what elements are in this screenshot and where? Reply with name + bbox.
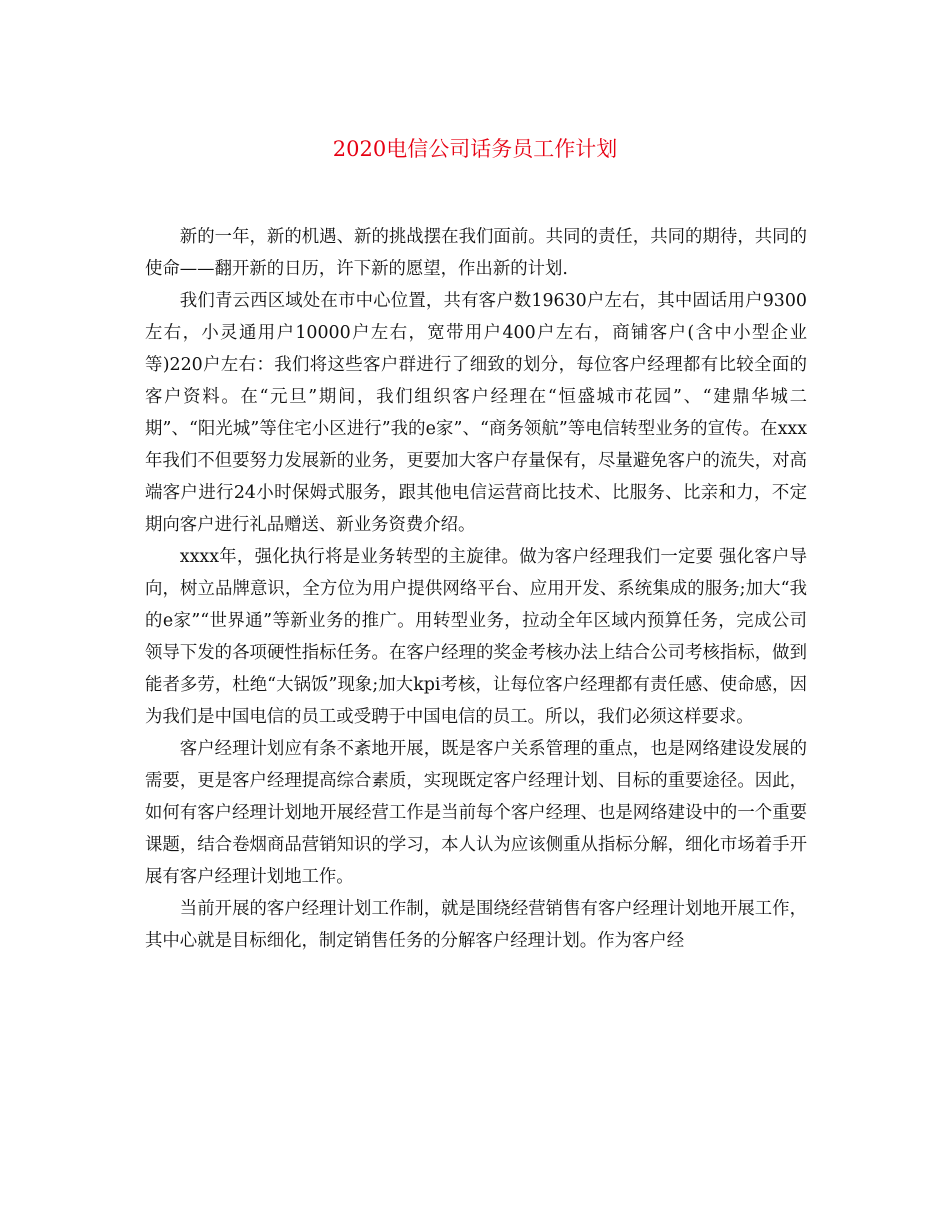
paragraph: 我们青云西区域处在市中心位置，共有客户数19630户左右，其中固话用户9300左右，小灵通用户10000户左右，宽带用户400户左右，商铺客户(含中小型企业等)220户左右：我们将这些客户群进行了细致的划分，每位客户经理都有比较全面的客户资料。在“元旦”期间，我们组织客户经理在“恒盛城市花园”、“建鼎华城二期”、“阳光城”等住宅小区进行”我的e家”、“商务领航”等电信转型业务的宣传。在xxx年我们不但要努力发展新的业务，更要加大客户存量保有，尽量避免客户的流失，对高端客户进行24小时保姆式服务，跟其他电信运营商比技术、比服务、比亲和力，不定期向客户进行礼品赠送、新业务资费介绍。 xyxy=(145,291,807,535)
document-title: 2020电信公司话务员工作计划 xyxy=(332,137,618,161)
paragraph: 客户经理计划应有条不紊地开展，既是客户关系管理的重点，也是网络建设发展的需要，更是客户经理提高综合素质，实现既定客户经理计划、目标的重要途径。因此，如何有客户经理计划地开展经营工作是当前每个客户经理、也是网络建设中的一个重要课题，结合卷烟商品营销知识的学习，本人认为应该侧重从指标分解，细化市场着手开展有客户经理计划地工作。 xyxy=(145,739,807,887)
paragraph: 新的一年，新的机遇、新的挑战摆在我们面前。共同的责任，共同的期待，共同的使命——翻开新的日历，许下新的愿望，作出新的计划. xyxy=(145,227,807,279)
paragraph: 当前开展的客户经理计划工作制，就是围绕经营销售有客户经理计划地开展工作，其中心就是目标细化，制定销售任务的分解客户经理计划。作为客户经 xyxy=(145,899,807,951)
paragraph: xxxx年，强化执行将是业务转型的主旋律。做为客户经理我们一定要 强化客户导向，树立品牌意识，全方位为用户提供网络平台、应用开发、系统集成的服务;加大“我的e家”“世界通”等新业务的推广。用转型业务，拉动全年区域内预算任务，完成公司领导下发的各项硬性指标任务。在客户经理的奖金考核办法上结合公司考核指标，做到能者多劳，杜绝“大锅饭”现象;加大kpi考核，让每位客户经理都有责任感、使命感，因为我们是中国电信的员工或受聘于中国电信的员工。所以，我们必须这样要求。 xyxy=(145,547,807,727)
document-body xyxy=(145,221,807,957)
